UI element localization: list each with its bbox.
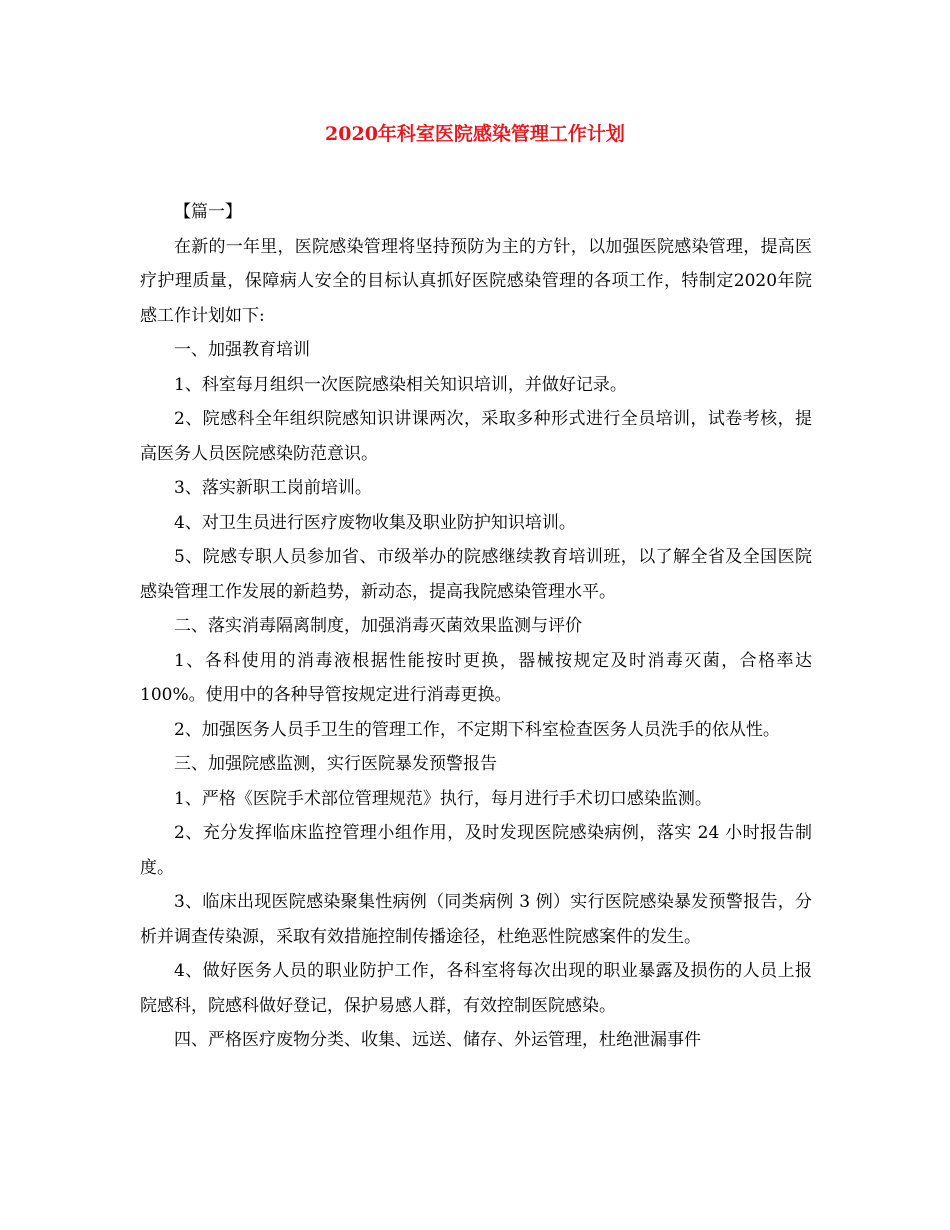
paragraph-intro: 在新的一年里，医院感染管理将坚持预防为主的方针，以加强医院感染管理，提高医疗护理质量，保障病人安全的目标认真抓好医院感染管理的各项工作，特制定2020年院感工作计划如下: [140, 236, 812, 326]
list-item: 2、充分发挥临床监控管理小组作用，及时发现医院感染病例，落实 24 小时报告制度。 [140, 823, 812, 878]
heading-section-1: 一、加强教育培训 [174, 340, 310, 360]
list-item: 4、做好医务人员的职业防护工作，各科室将每次出现的职业暴露及损伤的人员上报院感科，院感科做好登记，保护易感人群，有效控制医院感染。 [140, 961, 812, 1016]
list-item: 3、临床出现医院感染聚集性病例（同类病例 3 例）实行医院感染暴发预警报告，分析并调查传染源，采取有效措施控制传播途径，杜绝恶性院感案件的发生。 [140, 892, 812, 947]
heading-section-2: 二、落实消毒隔离制度，加强消毒灭菌效果监测与评价 [174, 616, 582, 636]
list-item: 2、院感科全年组织院感知识讲课两次，采取多种形式进行全员培训，试卷考核，提高医务人员医院感染防范意识。 [140, 409, 812, 464]
list-item: 3、落实新职工岗前培训。 [174, 478, 372, 498]
paragraph-section-label: 【篇一】 [174, 202, 242, 222]
list-item: 1、严格《医院手术部位管理规范》执行，每月进行手术切口感染监测。 [174, 788, 712, 809]
list-item: 1、科室每月组织一次医院感染相关知识培训，并做好记录。 [174, 374, 627, 395]
document-title: 2020年科室医院感染管理工作计划 [325, 123, 625, 145]
list-item: 2、加强医务人员手卫生的管理工作，不定期下科室检查医务人员洗手的依从性。 [174, 719, 780, 740]
document-body [140, 195, 812, 1058]
heading-section-4: 四、严格医疗废物分类、收集、远送、储存、外运管理，杜绝泄漏事件 [174, 1030, 701, 1050]
heading-section-3: 三、加强院感监测，实行医院暴发预警报告 [174, 754, 497, 774]
list-item: 1、各科使用的消毒液根据性能按时更换，器械按规定及时消毒灭菌，合格率达100%。使用中的各种导管按规定进行消毒更换。 [140, 650, 812, 705]
list-item: 5、院感专职人员参加省、市级举办的院感继续教育培训班，以了解全省及全国医院感染管理工作发展的新趋势，新动态，提高我院感染管理水平。 [140, 547, 812, 602]
list-item: 4、对卫生员进行医疗废物收集及职业防护知识培训。 [174, 512, 576, 533]
